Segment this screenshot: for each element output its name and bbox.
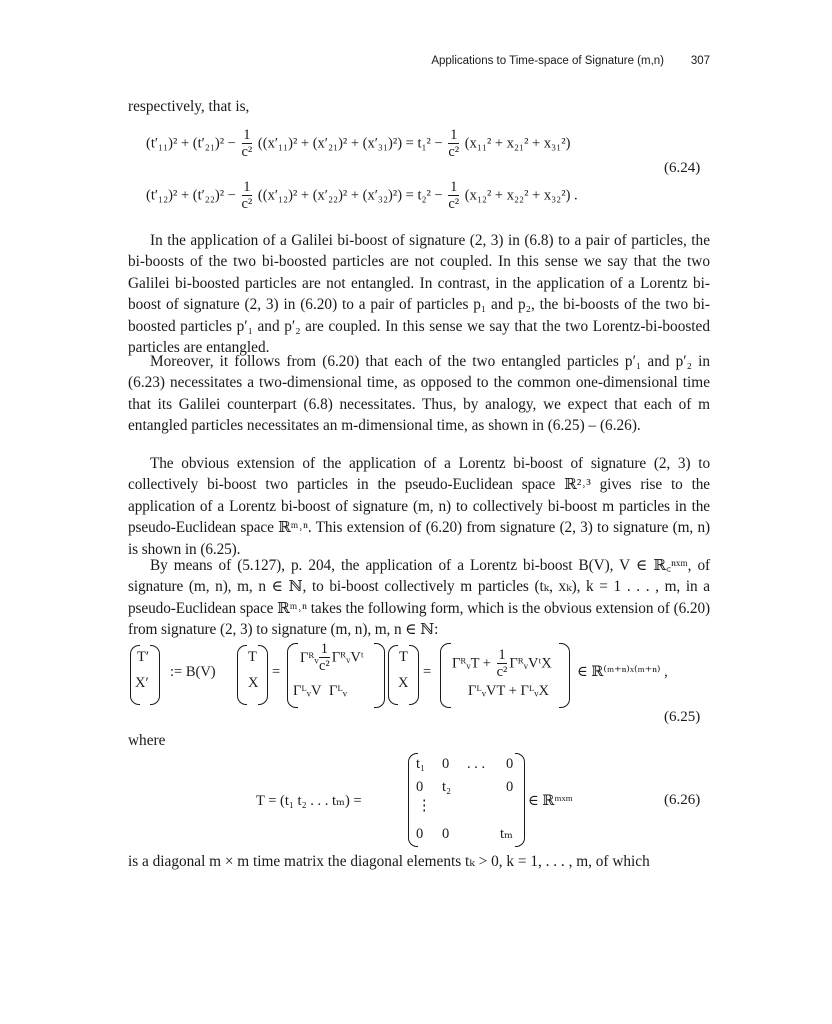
diag-cell: t₂ xyxy=(442,779,452,795)
diag-cell: tₘ xyxy=(500,826,513,842)
diag-cell: 0 xyxy=(506,779,514,795)
diag-cell: . . . xyxy=(467,756,486,772)
diag-cell: 0 xyxy=(442,826,450,842)
equation-number-6-25: (6.25) xyxy=(664,709,701,725)
paragraph-bi-boost-form: By means of (5.127), p. 204, the application of a Lorentz bi-boost B(V), V ∈ ℝ꜀ⁿˣᵐ, of signature (m, n), m, n ∈ ℕ, to bi-boost collectively m particles (tₖ, xₖ), k = 1 . . . , m, in a pseudo-Euclidean space ℝᵐ˒ⁿ takes the following form, which is the obvious extension of (6.20) from signature (2, 3) to signature (m, n), m, n ∈ ℕ: xyxy=(128,557,710,639)
paragraph-extension: The obvious extension of the application of a Lorentz bi-boost of signature (2, 3) to collectively bi-boost two particles in the pseudo-Euclidean space ℝ²˒³ gives rise to the application of a Lorentz bi-boost of signature (m, n) to collectively bi-boost m particles in the pseudo-Euclidean space ℝᵐ˒ⁿ. This extension of (6.20) from signature (2, 3) to signature (m, n) is shown in (6.25). xyxy=(128,455,710,558)
intro-line: respectively, that is, xyxy=(128,98,250,115)
closing-line: is a diagonal m × m time matrix the diagonal elements tₖ > 0, k = 1, . . . , m, of which xyxy=(128,853,650,870)
equation-6-24-line-2: (t′₁₂)² + (t′₂₂)² − $\frac{1}{\text{c²}}$ ((x′₁₂)² + (x′₂₂)² + (x′₃₂)²) = t₂² − $\frac{1}{\text{c²}}$ (x₁₂² + x₂₂² + x₃₂²) . xyxy=(146,179,578,212)
equals-sign-1: = xyxy=(272,664,281,680)
diag-cell: t₁ xyxy=(416,756,426,772)
lhs-top: T′ xyxy=(137,649,150,665)
membership-6-25: ∈ ℝ⁽ᵐ⁺ⁿ⁾ˣ⁽ᵐ⁺ⁿ⁾ , xyxy=(577,664,668,680)
matrix-cell-22: Γᴸᵥ xyxy=(329,683,348,699)
running-title: Applications to Time-space of Signature (m,n) xyxy=(431,55,664,67)
result-bottom: ΓᴸᵥVT + ΓᴸᵥX xyxy=(468,683,550,699)
result-top: ΓᴿᵥT + $\frac{1}{\text{c²}}$ ΓᴿᵥVᵗX xyxy=(452,647,552,680)
matrix-cell-12: $\frac{1}{\text{c²}}$ ΓᴿᵥVᵗ xyxy=(319,641,364,674)
equals-sign-2: = xyxy=(423,664,432,680)
diag-cell: ⋮ xyxy=(417,798,432,814)
running-header xyxy=(128,55,710,73)
paragraph-entanglement: In the application of a Galilei bi-boost of signature (2, 3) in (6.8) to a pair of particles, the bi-boosts of the two bi-boosted particles are not coupled. In this sense we say that the two Galilei bi-boosted particles are not entangled. In contrast, in the application of a Lorentz bi-boost of signature (2, 3) in (6.20) to a pair of particles p₁ and p₂, the bi-boosts of the two bi-boosted particles p′₁ and p′₂ are coupled. In this sense we say that the two Lorentz-bi-boosted particles are entangled. xyxy=(128,232,710,357)
membership-6-26: ∈ ℝᵐˣᵐ xyxy=(528,793,573,809)
matrix-cell-11: Γᴿᵥ xyxy=(300,650,319,666)
lhs-bottom: X′ xyxy=(135,675,149,691)
where-line: where xyxy=(128,732,166,749)
matrix-cell-21: ΓᴸᵥV xyxy=(293,683,322,699)
paragraph-two-dimensional-time: Moreover, it follows from (6.20) that each of the two entangled particles p′₁ and p′₂ in (6.23) necessitates a two-dimensional time, as opposed to the common one-dimensional time that its Galilei counterpart (6.8) necessitates. Thus, by analogy, we expect that each of m entangled particles necessitates an m-dimensional time, as shown in (6.25) – (6.26). xyxy=(128,353,710,435)
diag-cell: 0 xyxy=(416,779,424,795)
vector-top: T xyxy=(248,649,257,665)
diag-cell: 0 xyxy=(506,756,514,772)
diag-cell: 0 xyxy=(416,826,424,842)
equation-number-6-26: (6.26) xyxy=(664,792,701,808)
bi-boost-operator: := B(V) xyxy=(170,664,216,680)
diag-cell: 0 xyxy=(442,756,450,772)
time-vector: T = (t₁ t₂ . . . tₘ) = xyxy=(256,793,362,809)
equation-6-24-line-1: (t′₁₁)² + (t′₂₁)² − $\frac{1}{\text{c²}}$ ((x′₁₁)² + (x′₂₁)² + (x′₃₁)²) = t₁² − $\frac{1}{\text{c²}}$ (x₁₁² + x₂₁² + x₃₁²) xyxy=(146,127,571,160)
vector-bottom: X xyxy=(248,675,259,691)
equation-number-6-24: (6.24) xyxy=(664,160,701,176)
page-number: 307 xyxy=(690,55,710,67)
